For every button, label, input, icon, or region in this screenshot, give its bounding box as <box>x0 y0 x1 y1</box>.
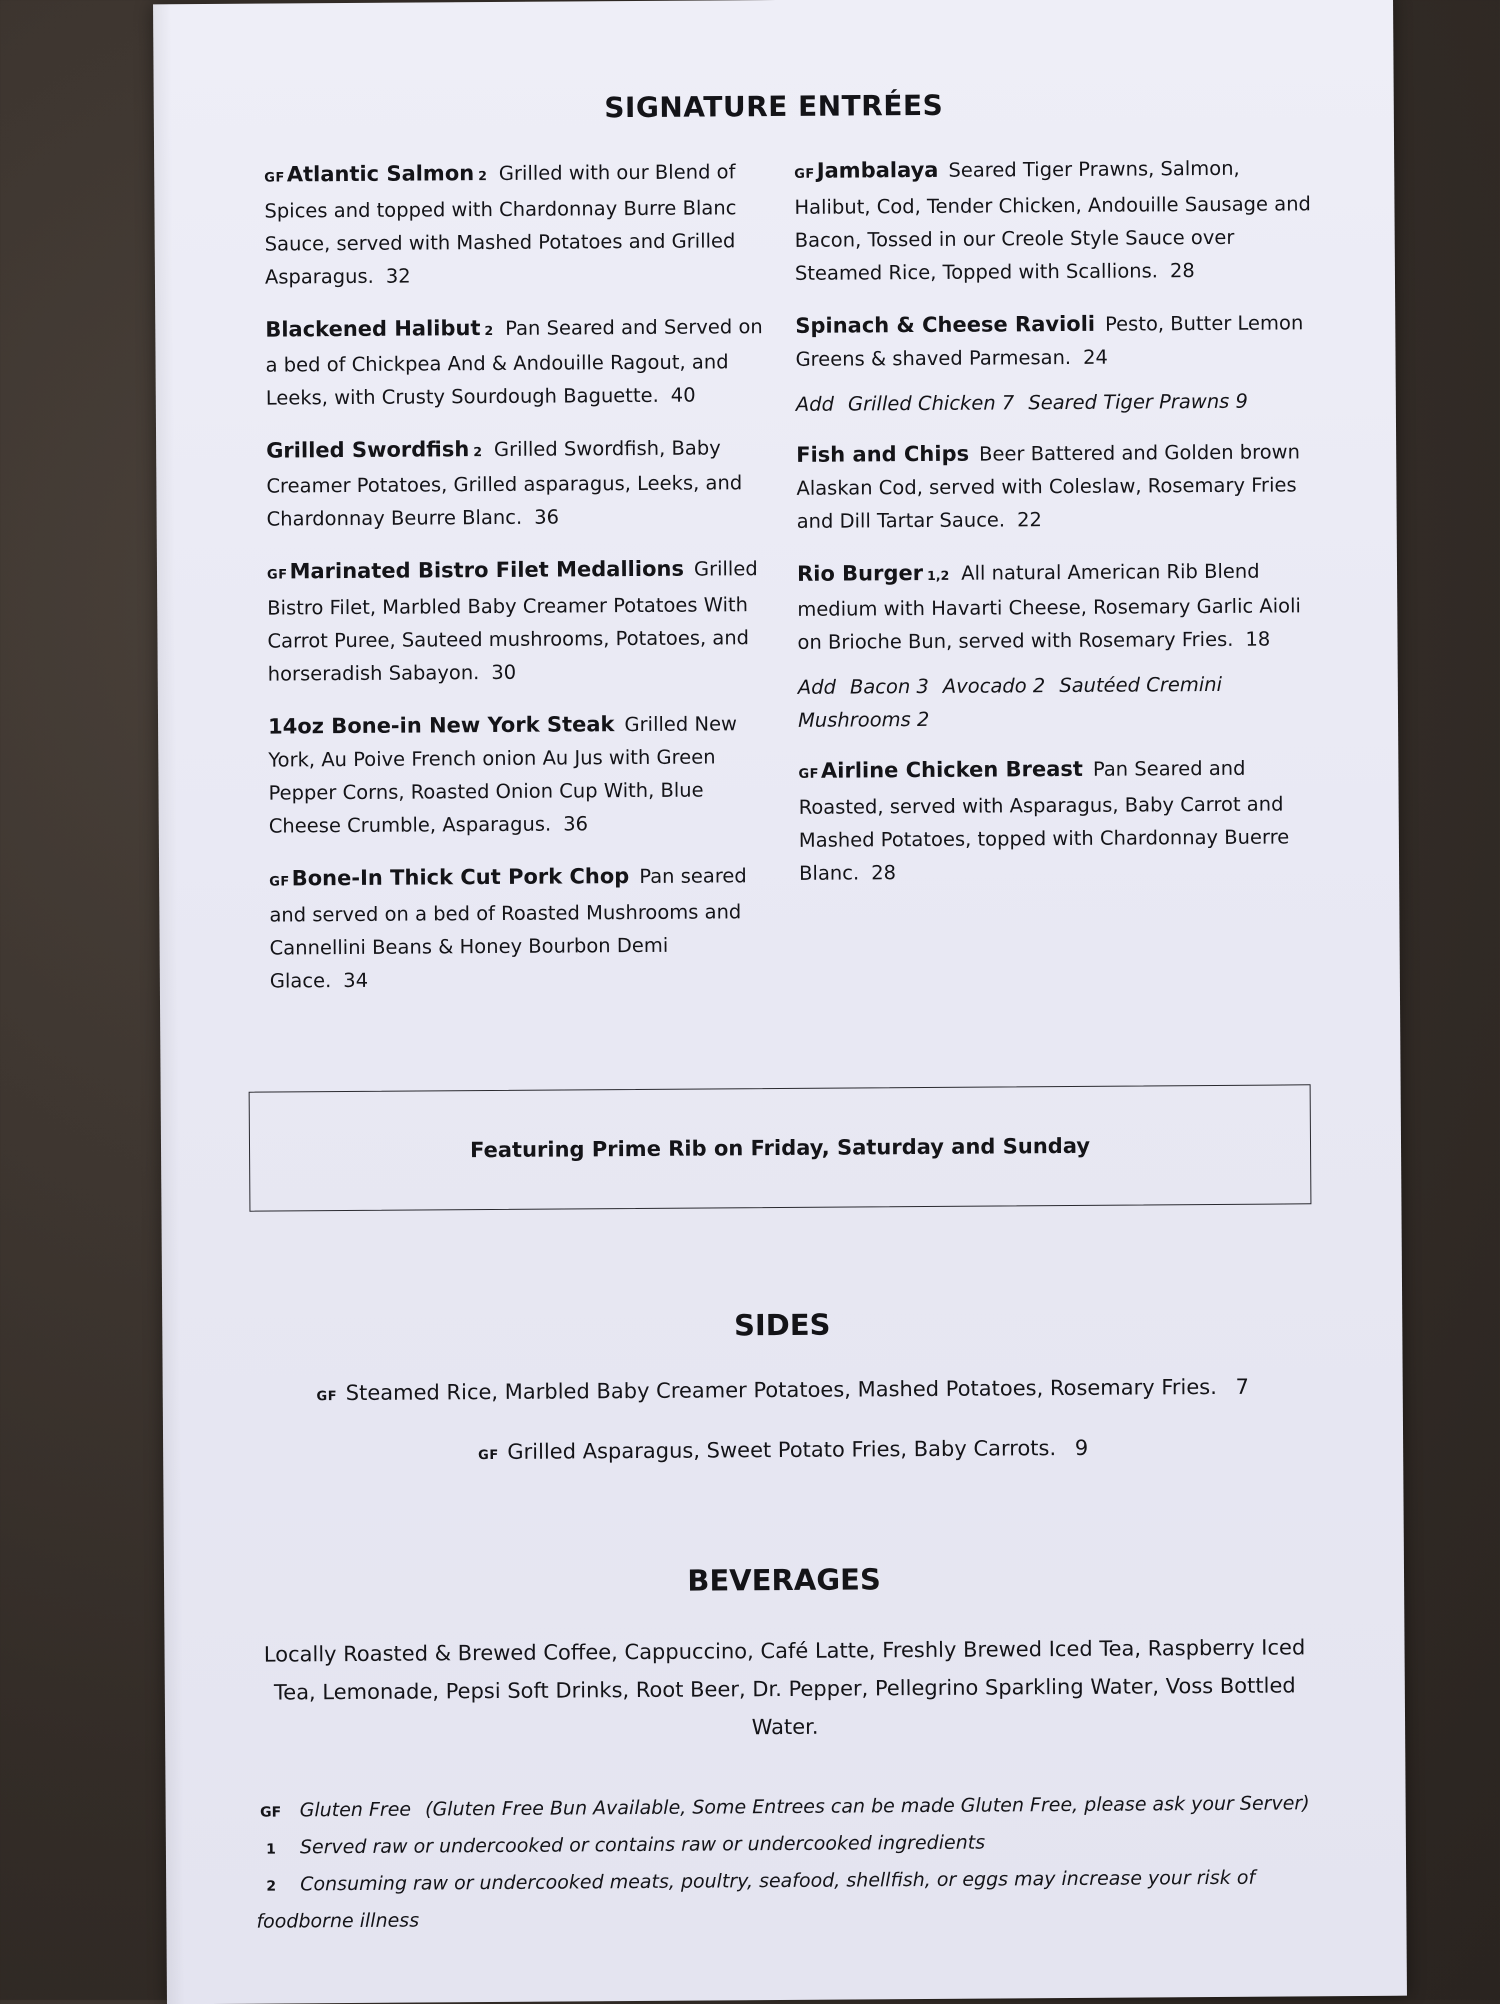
item-description: Beer Battered and Golden brown Alaskan Cod, served with Coleslaw, Rosemary Fries and Dill Tartar Sauce. <box>796 440 1301 533</box>
item-description: Pan seared and served on a bed of Roasted Mushrooms and Cannellini Beans & Honey Bourbon Demi Glace. <box>269 864 747 993</box>
item-price: 22 <box>1016 508 1042 532</box>
burger-addons <box>798 667 1318 737</box>
item-price: 24 <box>1083 345 1108 369</box>
entrees-left-column <box>264 155 770 1017</box>
item-name: Atlantic Salmon <box>286 161 475 187</box>
menu-item <box>267 552 768 690</box>
footnote-label: Gluten Free <box>299 1798 412 1822</box>
item-price: 36 <box>563 812 589 836</box>
item-name: 14oz Bone-in New York Steak <box>267 712 615 739</box>
beverages-title: BEVERAGES <box>687 1562 881 1598</box>
menu-item <box>794 151 1315 290</box>
gluten-free-tag: GF <box>316 1389 338 1405</box>
footnote-text: Consuming raw or undercooked meats, poultry, seafood, shellfish, or eggs may increase your risk of foodborne illness <box>256 1866 1256 1933</box>
item-description: Pesto, Butter Lemon Greens & shaved Parmesan. <box>795 311 1304 371</box>
menu-item <box>266 431 767 535</box>
advisory-mark: 2 <box>473 444 483 460</box>
menu-item <box>269 859 770 997</box>
item-price: 36 <box>534 505 560 529</box>
addon-option: Grilled Chicken 7 <box>847 391 1015 416</box>
advisory-mark: 2 <box>484 322 494 339</box>
footnote-text: (Gluten Free Bun Available, Some Entrees can be made Gluten Free, please ask your Server) <box>425 1792 1310 1821</box>
footnote-key: GF <box>260 1804 282 1821</box>
addon-option: Sautéed Cremini Mushrooms 2 <box>797 672 1223 732</box>
menu-item <box>795 306 1315 376</box>
item-price: 30 <box>491 660 517 685</box>
menu-page <box>153 0 1407 2004</box>
item-price: 34 <box>343 968 369 993</box>
gluten-free-tag: GF <box>478 1447 499 1464</box>
menu-item <box>798 751 1319 890</box>
item-name: Bone-In Thick Cut Pork Chop <box>291 864 630 891</box>
item-description: Grilled Bistro Filet, Marbled Baby Creamer Potatoes With Carrot Puree, Sauteed mushrooms, Potatoes, and horseradish Sabayon. <box>267 557 758 686</box>
gluten-free-tag: GF <box>798 766 820 782</box>
addon-option: Bacon 3 <box>849 674 929 699</box>
beverages-list: Locally Roasted & Brewed Coffee, Cappuccino, Café Latte, Freshly Brewed Iced Tea, Raspberry Iced Tea, Lemonade, Pepsi Soft Drinks, Root Beer, Dr. Pepper, Pellegrino Sparkling Water, Voss Bottled Water. <box>263 1635 1306 1740</box>
sides-line <box>163 1374 1403 1407</box>
entrees-title: SIGNATURE ENTRÉES <box>604 88 944 125</box>
prime-rib-banner: Featuring Prime Rib on Friday, Saturday and Sunday <box>249 1084 1312 1211</box>
item-description: Seared Tiger Prawns, Salmon, Halibut, Cod, Tender Chicken, Andouille Sausage and Bacon, Tossed in our Creole Style Sauce over Steamed Rice, Topped with Scallions. <box>794 156 1311 285</box>
item-description: Grilled New York, Au Poive French onion Au Jus with Green Pepper Corns, Roasted Onion Cup With, Blue Cheese Crumble, Asparagus. <box>268 712 738 838</box>
sides-price: 7 <box>1235 1374 1250 1399</box>
footnote-key: 1 <box>265 1841 276 1858</box>
item-name: Blackened Halibut <box>265 316 481 342</box>
addon-option: Seared Tiger Prawns 9 <box>1028 389 1248 415</box>
item-name: Spinach & Cheese Ravioli <box>795 311 1096 338</box>
item-price: 40 <box>670 383 696 407</box>
item-description: Pan Seared and Served on a bed of Chickpea And & Andouille Ragout, and Leeks, with Crusty Sourdough Baguette. <box>265 315 763 410</box>
footnote-text: Served raw or undercooked or contains raw or undercooked ingredients <box>299 1831 986 1859</box>
ravioli-addons <box>796 384 1316 421</box>
menu-item <box>797 554 1318 659</box>
gluten-free-tag: GF <box>794 166 815 182</box>
menu-item <box>268 707 769 842</box>
item-name: Airline Chicken Breast <box>820 756 1083 783</box>
footnote-key: 2 <box>266 1878 277 1895</box>
sides-text: Grilled Asparagus, Sweet Potato Fries, Baby Carrots. <box>507 1436 1057 1464</box>
sides-line <box>163 1434 1403 1467</box>
item-description: Pan Seared and Roasted, served with Asparagus, Baby Carrot and Mashed Potatoes, topped with Chardonnay Buerre Blanc. <box>798 756 1290 885</box>
item-name: Rio Burger <box>796 560 924 586</box>
sides-title: SIDES <box>733 1307 831 1343</box>
advisory-mark: 1,2 <box>927 567 950 583</box>
footnote <box>256 1860 1336 1940</box>
menu-item <box>265 310 766 414</box>
addon-label: Add <box>795 392 835 416</box>
footnotes <box>256 1786 1337 1940</box>
item-name: Marinated Bistro Filet Medallions <box>289 556 684 584</box>
menu-item <box>264 155 765 293</box>
item-description: All natural American Rib Blend medium with Havarti Cheese, Rosemary Garlic Aioli on Brioche Bun, served with Rosemary Fries. <box>797 559 1301 654</box>
gluten-free-tag: GF <box>264 170 285 186</box>
advisory-mark: 2 <box>478 168 487 184</box>
item-price: 28 <box>1169 259 1195 283</box>
item-description: Grilled Swordfish, Baby Creamer Potatoes, Grilled asparagus, Leeks, and Chardonnay Beurre Blanc. <box>266 436 743 531</box>
addon-option: Avocado 2 <box>942 674 1046 698</box>
footnote <box>256 1786 1336 1831</box>
item-name: Grilled Swordfish <box>266 437 470 463</box>
menu-item <box>796 435 1317 538</box>
item-price: 28 <box>871 861 897 885</box>
gluten-free-tag: GF <box>269 874 290 890</box>
entrees-right-column <box>794 151 1319 910</box>
sides-text: Steamed Rice, Marbled Baby Creamer Potatoes, Mashed Potatoes, Rosemary Fries. <box>345 1374 1217 1406</box>
item-price: 32 <box>385 264 411 288</box>
item-name: Jambalaya <box>816 157 939 183</box>
sides-price: 9 <box>1074 1435 1089 1460</box>
item-description: Grilled with our Blend of Spices and topped with Chardonnay Burre Blanc Sauce, served with Mashed Potatoes and Grilled Asparagus. <box>264 160 737 289</box>
addon-label: Add <box>797 675 837 699</box>
gluten-free-tag: GF <box>266 567 288 583</box>
item-name: Fish and Chips <box>796 441 970 467</box>
paper-edge-shadow <box>153 4 185 2004</box>
item-price: 18 <box>1245 627 1271 651</box>
